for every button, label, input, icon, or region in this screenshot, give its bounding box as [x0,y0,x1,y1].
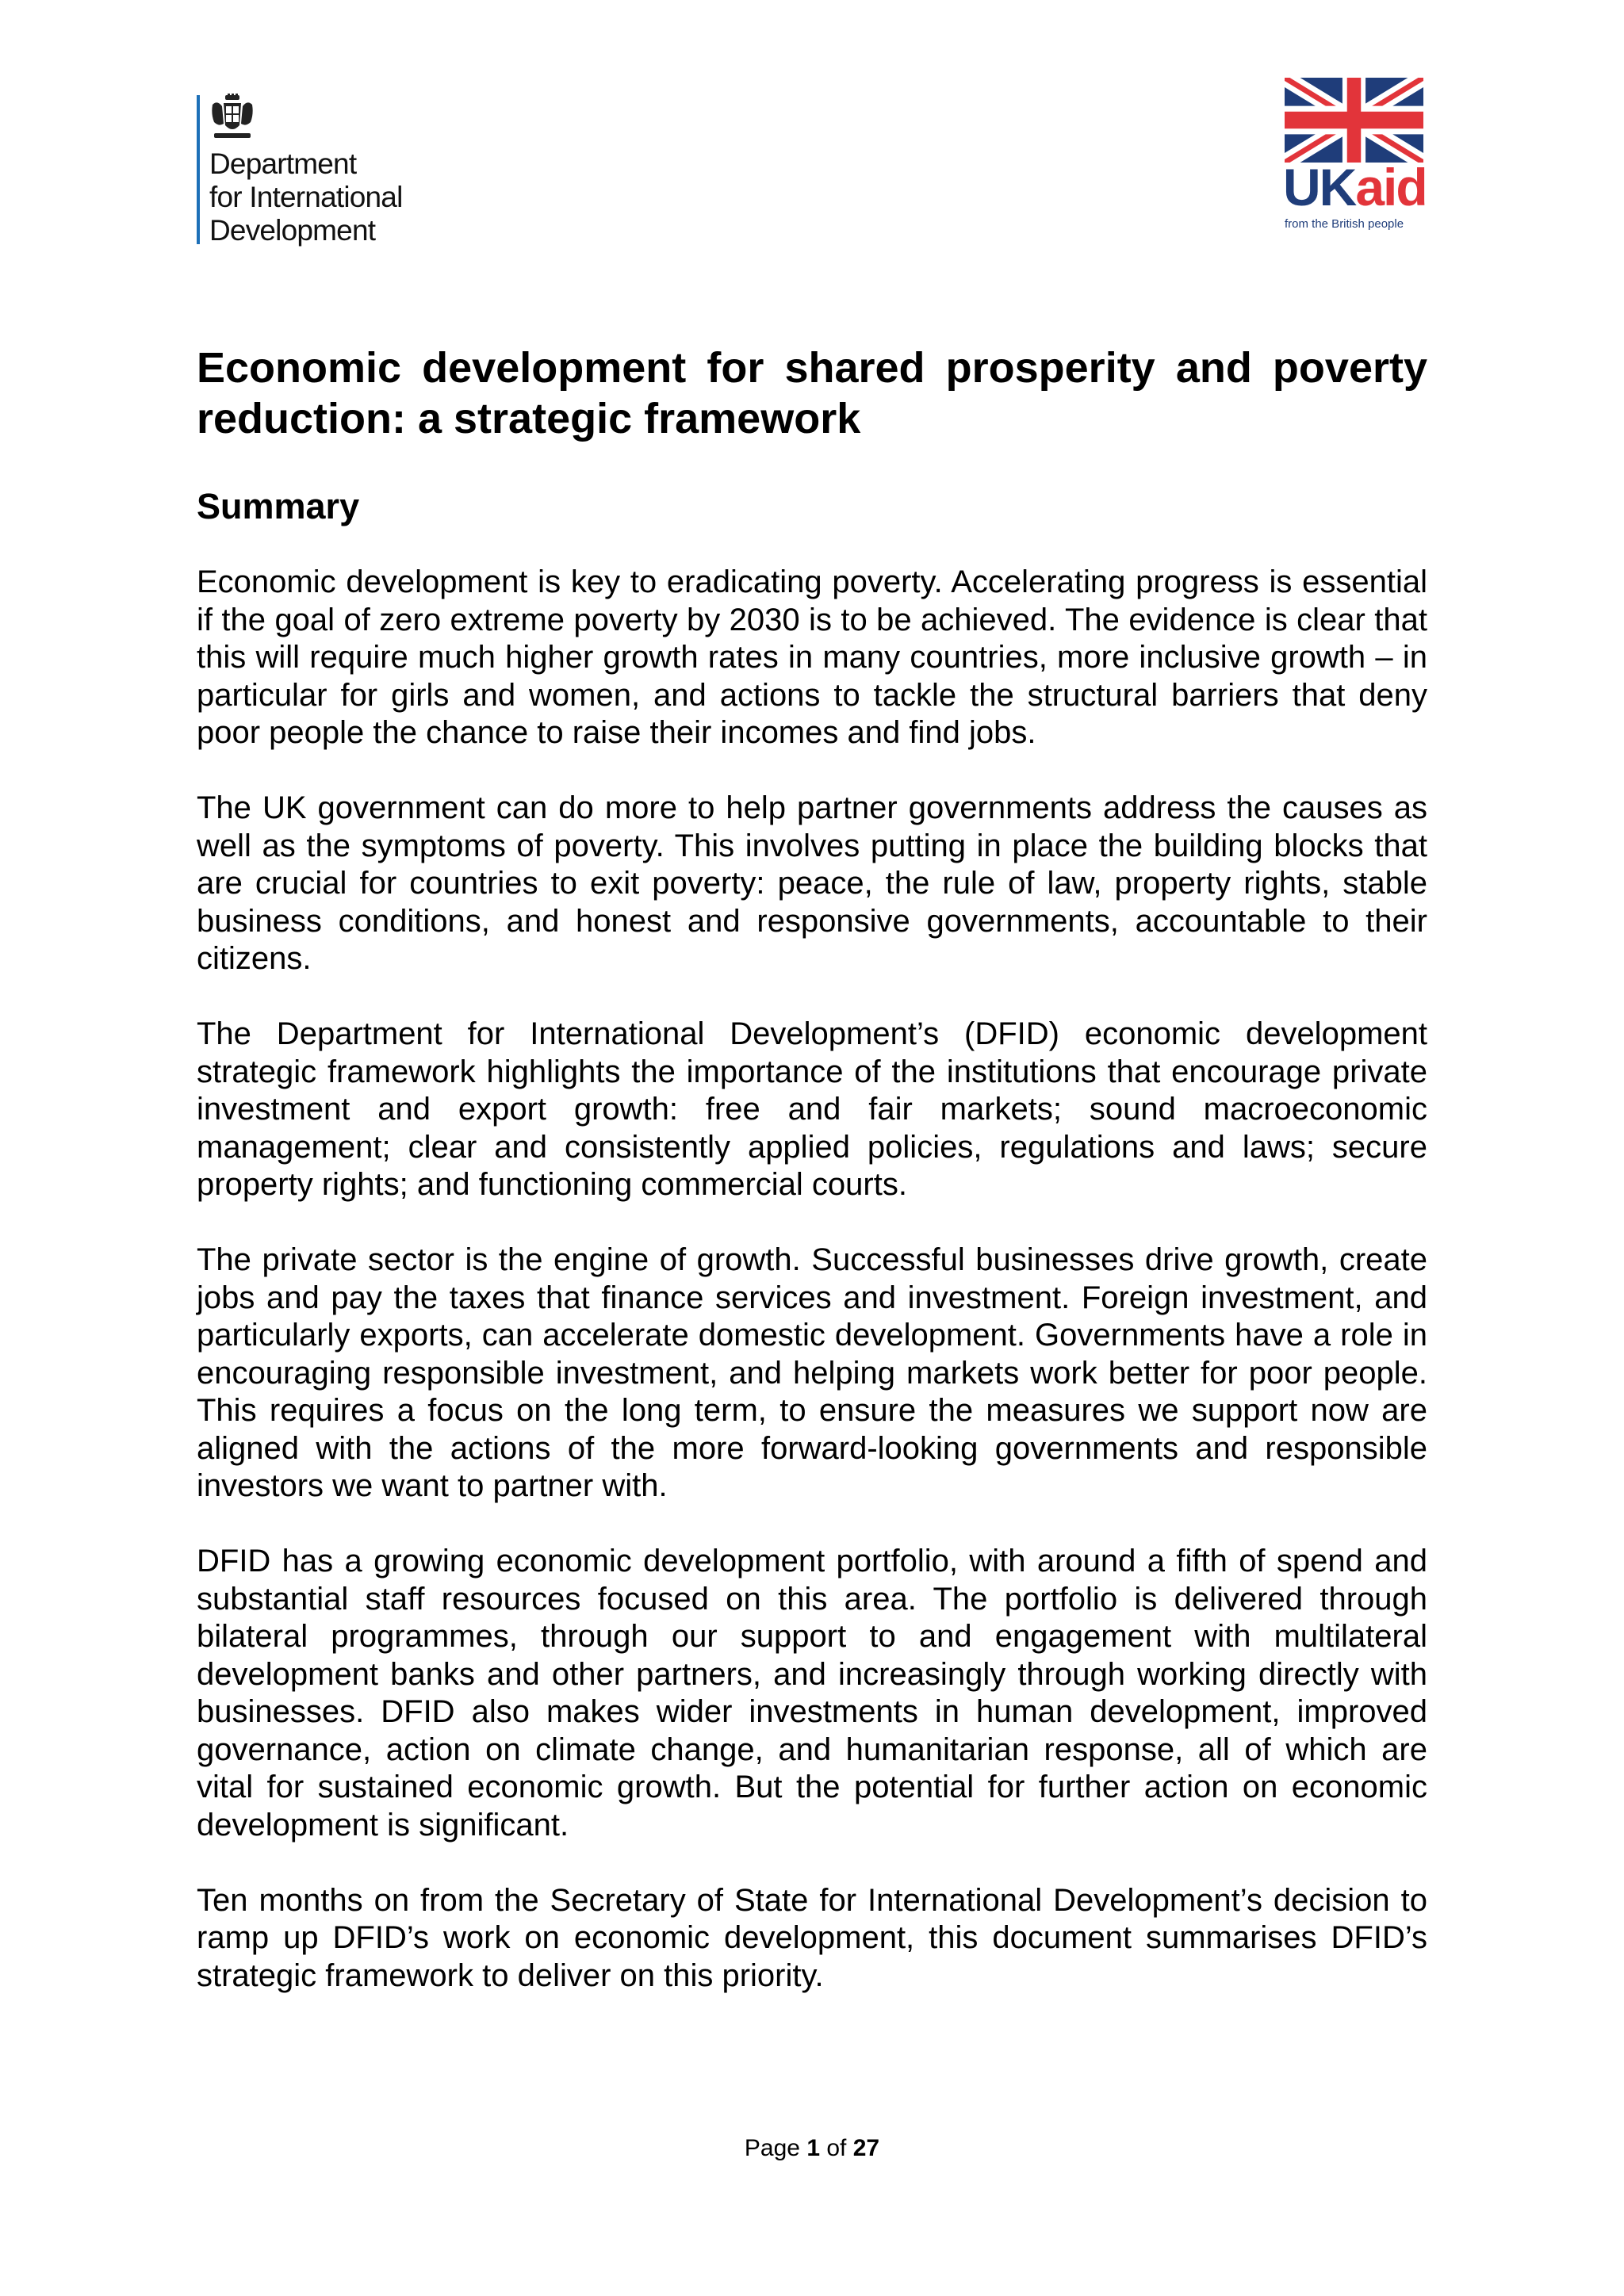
current-page-number: 1 [806,2135,820,2161]
ukaid-logo [1283,78,1427,236]
summary-paragraph-1: Economic development is key to eradicating poverty. Accelerating progress is essential if the goal of zero extreme poverty by 2030 is to be achieved. The evidence is clear that this will require much higher growth rates in many countries, more inclusive growth – in particular for girls and women, and actions to tackle the structural barriers that deny poor people the chance to raise their incomes and find jobs. [197,564,1427,750]
dfid-name-line-1: Department [209,147,357,180]
logo-divider-bar [197,95,200,244]
ukaid-wordmark [1283,157,1427,217]
summary-body [197,564,1427,2033]
total-pages: 27 [852,2135,880,2161]
summary-paragraph-6: Ten months on from the Secretary of State for International Development’s decision to ramp up DFID’s work on economic development, this document summarises DFID’s strategic framework to deliver on this priority. [197,1882,1427,1993]
union-jack-flag-icon [1285,78,1423,163]
dfid-department-name [209,147,403,247]
ukaid-uk-text: UK [1283,158,1356,216]
dfid-logo [197,94,442,252]
dfid-name-line-2: for International [209,181,403,213]
document-title: Economic development for shared prosperity and poverty reduction: a strategic framework [197,344,1427,442]
section-heading-summary: Summary [197,486,360,526]
summary-paragraph-3: The Department for International Development’s (DFID) economic development strategic framework highlights the importance of the institutions that encourage private investment and export growth: free and fair markets; sound macroeconomic management; clear and consistently applied policies, regulations and laws; secure property rights; and functioning commercial courts. [197,1016,1427,1202]
ukaid-aid-text: aid [1355,158,1427,216]
dfid-name-line-3: Development [209,214,376,247]
summary-paragraph-2: The UK government can do more to help partner governments address the causes as well as the symptoms of poverty. This involves putting in place the building blocks that are crucial for countries to exit poverty: peace, the rule of law, property rights, stable business conditions, and honest and responsive governments, accountable to their citizens. [197,790,1427,976]
summary-paragraph-5: DFID has a growing economic development portfolio, with around a fifth of spend and substantial staff resources focused on this area. The portfolio is delivered through bilateral programmes, through our support to and engagement with multilateral development banks and other partners, and increasingly through working directly with businesses. DFID also makes wider investments in human development, improved governance, action on climate change, and humanitarian response, all of which are vital for sustained economic growth. But the potential for further action on economic development is significant. [197,1544,1427,1843]
royal-crest-icon [209,94,255,141]
summary-paragraph-4: The private sector is the engine of growth. Successful businesses drive growth, create jobs and pay the taxes that finance services and investment. Foreign investment, and particularly exports, can accelerate domestic development. Governments have a role in encouraging responsible investment, and helping markets work better for poor people. This requires a focus on the long term, to ensure the measures we support now are aligned with the actions of the more forward-looking governments and responsible investors we want to partner with. [197,1242,1427,1503]
page-label: Page [744,2135,800,2161]
page-footer [0,2133,1624,2164]
ukaid-tagline: from the British people [1285,217,1404,231]
of-label: of [826,2135,847,2161]
